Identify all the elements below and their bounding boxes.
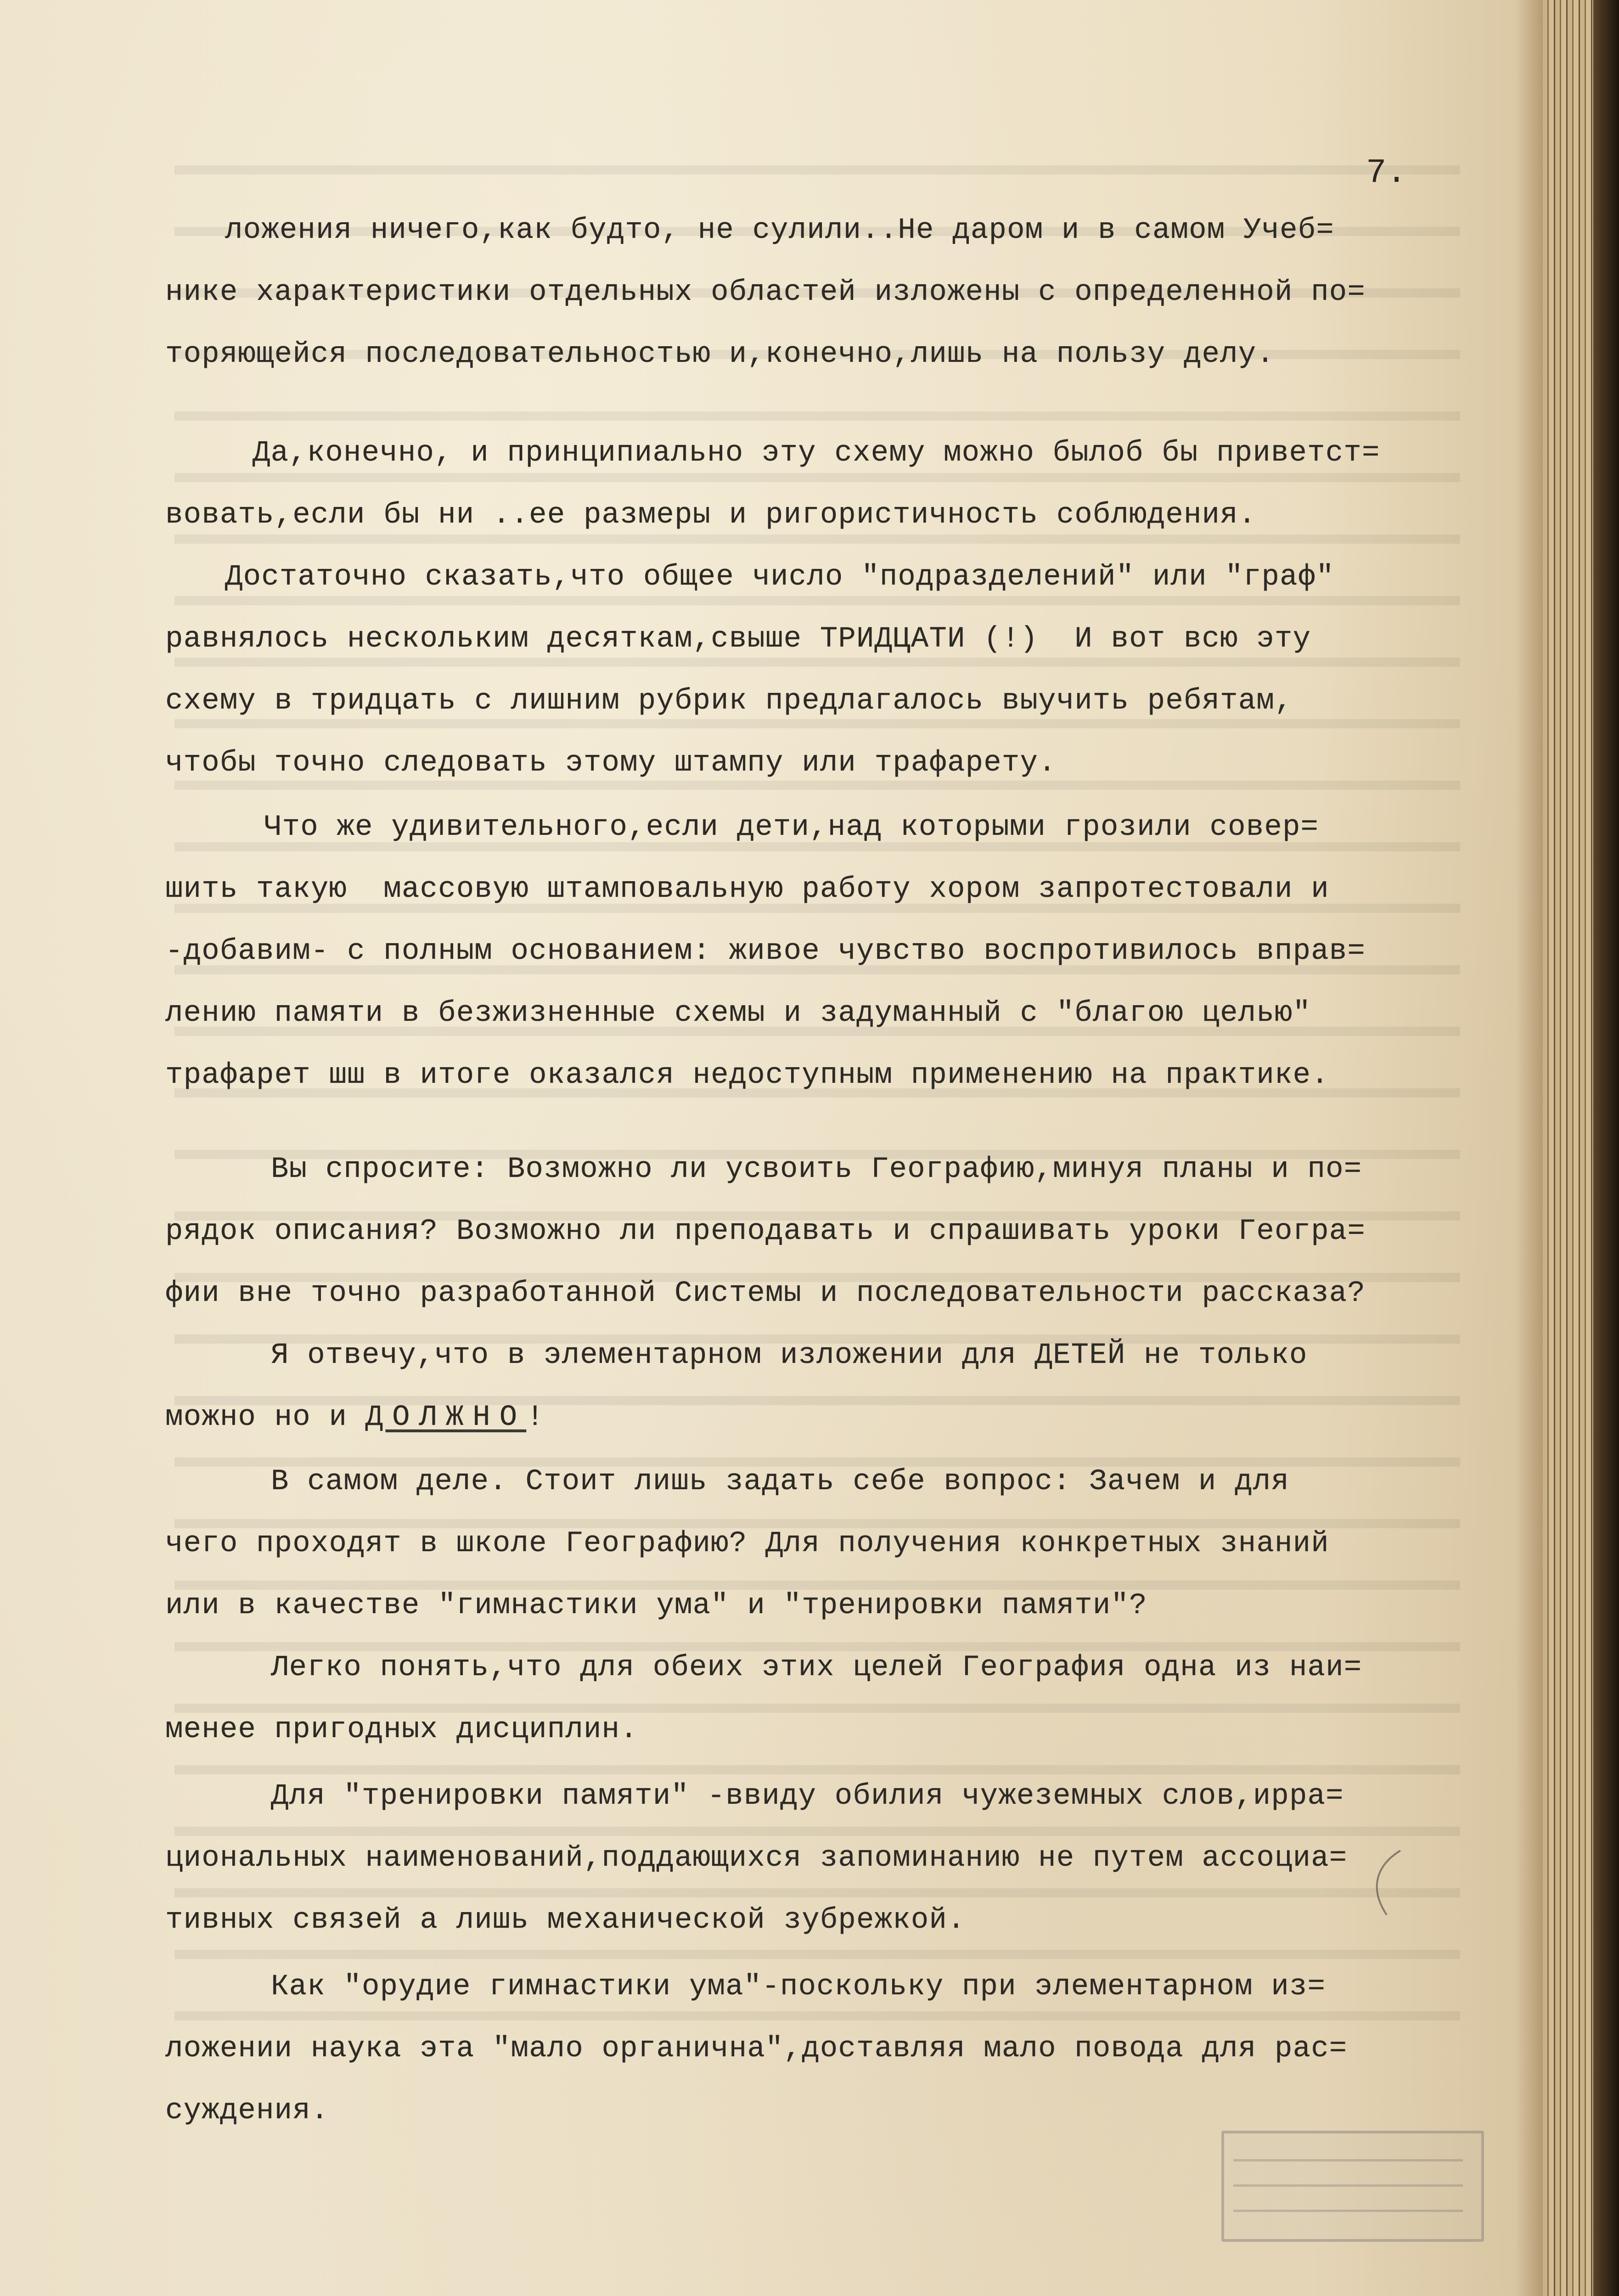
text-line: рядок описания? Возможно ли преподавать и спрашивать уроки Геогра= bbox=[165, 1215, 1366, 1248]
text-fragment: можно но и bbox=[165, 1401, 365, 1434]
archive-stamp bbox=[1221, 2131, 1484, 2242]
text-line: схему в тридцать с лишним рубрик предлагалось выучить ребятам, bbox=[165, 685, 1293, 718]
binding-shadow bbox=[1593, 0, 1619, 2296]
text-line: Вы спросите: Возможно ли усвоить Географию,минуя планы и по= bbox=[271, 1153, 1362, 1186]
text-line: тивных связей а лишь механической зубрежкой. bbox=[165, 1904, 966, 1937]
text-line: -добавим- с полным основанием: живое чувство воспротивилось вправ= bbox=[165, 935, 1366, 968]
text-line: суждения. bbox=[165, 2094, 329, 2127]
text-line: фии вне точно разработанной Системы и последовательности рассказа? bbox=[165, 1277, 1366, 1310]
text-line: Да,конечно, и принципиально эту схему можно былоб бы приветст= bbox=[253, 437, 1380, 470]
text-line: Что же удивительного,если дети,над которыми грозили совер= bbox=[264, 811, 1319, 844]
text-line: Достаточно сказать,что общее число "подразделений" или "граф" bbox=[225, 561, 1334, 594]
text-line: чтобы точно следовать этому штампу или трафарету. bbox=[165, 747, 1057, 780]
page-number: 7. bbox=[1366, 154, 1407, 192]
text-line: циональных наименований,поддающихся запоминанию не путем ассоциа= bbox=[165, 1842, 1348, 1875]
emphasized-word: ДОЛЖНО bbox=[365, 1401, 527, 1434]
page-edge-shading bbox=[1515, 0, 1543, 2296]
text-line: нике характеристики отдельных областей изложены с определенной по= bbox=[165, 276, 1366, 309]
text-line: В самом деле. Стоит лишь задать себе вопрос: Зачем и для bbox=[271, 1465, 1289, 1498]
text-line: менее пригодных дисциплин. bbox=[165, 1713, 638, 1746]
text-line bbox=[165, 1403, 545, 1432]
text-line: торяющейся последовательностью и,конечно,лишь на пользу делу. bbox=[165, 338, 1275, 371]
text-line: ложении наука эта "мало органична",доставляя мало повода для рас= bbox=[165, 2032, 1348, 2065]
text-line: Для "тренировки памяти" -ввиду обилия чужеземных слов,ирра= bbox=[271, 1780, 1344, 1813]
text-line: или в качестве "гимнастики ума" и "тренировки памяти"? bbox=[165, 1589, 1147, 1622]
text-line: Легко понять,что для обеих этих целей География одна из наи= bbox=[271, 1651, 1362, 1684]
text-line: ложения ничего,как будто, не сулили..Не даром и в самом Учеб= bbox=[225, 214, 1334, 247]
text-line: чего проходят в школе Географию? Для получения конкретных знаний bbox=[165, 1527, 1329, 1560]
text-line: лению памяти в безжизненные схемы и задуманный с "благою целью" bbox=[165, 997, 1311, 1030]
text-line: вовать,если бы ни ..ее размеры и ригористичность соблюдения. bbox=[165, 499, 1257, 532]
text-line: трафарет шш в итоге оказался недоступным применению на практике. bbox=[165, 1059, 1329, 1092]
pencil-mark-icon bbox=[1359, 1846, 1414, 1919]
text-line: равнялось нескольким десяткам,свыше ТРИДЦАТИ (!) И вот всю эту bbox=[165, 623, 1311, 656]
text-line: шить такую массовую штамповальную работу хором запротестовали и bbox=[165, 873, 1329, 906]
text-line: Как "орудие гимнастики ума"-поскольку при элементарном из= bbox=[271, 1970, 1326, 2003]
text-line: Я отвечу,что в элементарном изложении для ДЕТЕЙ не только bbox=[271, 1339, 1308, 1372]
text-fragment: ! bbox=[526, 1401, 545, 1434]
